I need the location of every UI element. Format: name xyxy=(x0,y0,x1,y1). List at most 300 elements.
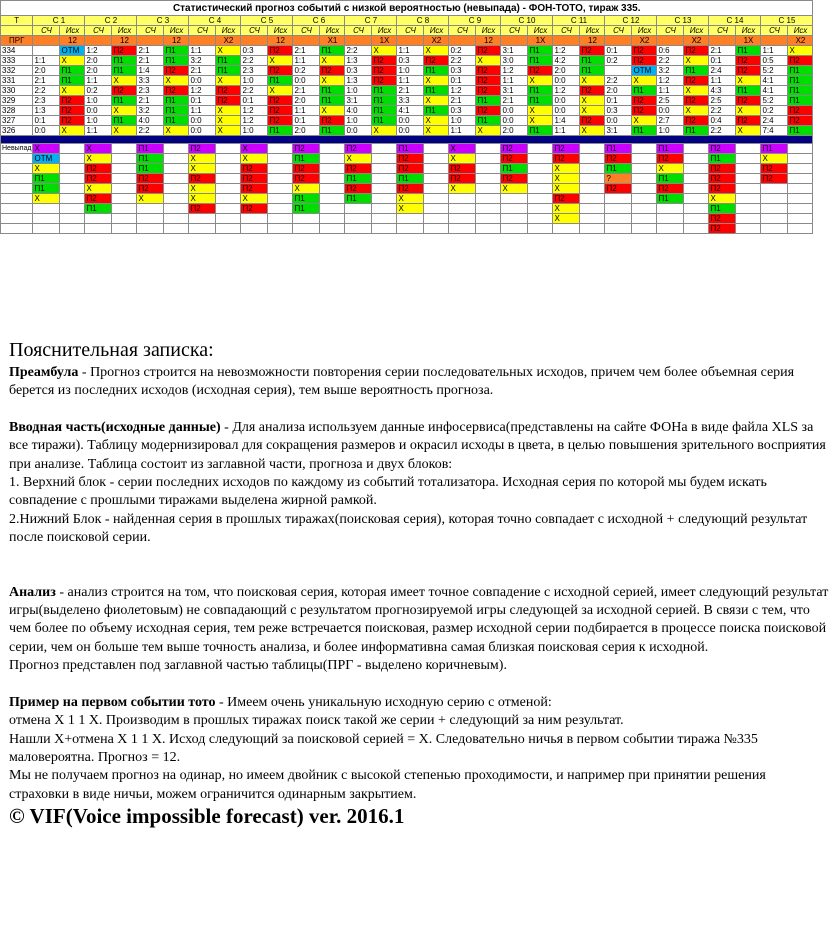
search-outcome-cell: Х xyxy=(137,194,164,204)
prognosis-blank xyxy=(501,36,528,46)
score-cell: 4:1 xyxy=(397,106,424,116)
search-outcome-cell: П1 xyxy=(397,174,424,184)
score-cell: 1:1 xyxy=(293,56,320,66)
row-label-blank xyxy=(1,224,33,234)
prognosis-value: 12 xyxy=(60,36,85,46)
search-outcome-cell: Х xyxy=(553,184,580,194)
search-blank-cell xyxy=(736,144,761,154)
search-outcome-cell xyxy=(293,214,320,224)
score-cell: 4:1 xyxy=(761,76,788,86)
preamble-text: - Прогноз строится на невозможности повторения серии последовательных исходов, причем чем более объемная серия берется из последних исходов (исходная серия), тем выше вероятность прогноза. xyxy=(9,365,795,399)
search-outcome-cell: П1 xyxy=(345,194,372,204)
search-outcome-cell: Х xyxy=(189,164,216,174)
prognosis-value: 12 xyxy=(112,36,137,46)
search-blank-cell xyxy=(580,194,605,204)
event-header: С 14 xyxy=(709,16,761,26)
search-blank-cell xyxy=(788,174,813,184)
search-blank-cell xyxy=(216,194,241,204)
outcome-cell: П2 xyxy=(580,116,605,126)
search-outcome-cell: Х xyxy=(33,164,60,174)
outcome-cell: П1 xyxy=(164,96,189,106)
search-outcome-cell xyxy=(293,224,320,234)
search-blank-cell xyxy=(268,214,293,224)
score-column-header: СЧ xyxy=(553,26,580,36)
score-cell: 2:4 xyxy=(709,66,736,76)
event-header: С 10 xyxy=(501,16,553,26)
search-outcome-cell xyxy=(189,224,216,234)
outcome-cell: П1 xyxy=(372,106,397,116)
search-outcome-cell: Х xyxy=(241,154,268,164)
search-blank-cell xyxy=(216,184,241,194)
search-blank-cell xyxy=(528,194,553,204)
search-blank-cell xyxy=(112,144,137,154)
sheet-title: Статистический прогноз событий с низкой вероятностью (невыпада) - ФОН-ТОТО, тираж 335. xyxy=(1,1,813,16)
outcome-column-header: Исх xyxy=(632,26,657,36)
search-outcome-cell: Х xyxy=(553,174,580,184)
intro-label: Вводная часть(исходные данные) xyxy=(9,419,221,435)
score-cell: 5:2 xyxy=(761,66,788,76)
outcome-column-header: Исх xyxy=(736,26,761,36)
outcome-column-header: Исх xyxy=(788,26,813,36)
score-cell: 4:0 xyxy=(137,116,164,126)
outcome-cell: П1 xyxy=(320,46,345,56)
row-label-blank xyxy=(1,214,33,224)
outcome-cell: П2 xyxy=(424,56,449,66)
search-blank-cell xyxy=(528,144,553,154)
prognosis-value: 1Х xyxy=(528,36,553,46)
score-cell: 0:0 xyxy=(501,116,528,126)
search-outcome-cell: П2 xyxy=(709,184,736,194)
search-outcome-cell: П2 xyxy=(553,194,580,204)
search-outcome-cell: П2 xyxy=(397,164,424,174)
outcome-cell: П1 xyxy=(788,96,813,106)
search-outcome-cell: П2 xyxy=(241,204,268,214)
search-blank-cell xyxy=(112,214,137,224)
outcome-cell: П1 xyxy=(424,106,449,116)
outcome-cell: П2 xyxy=(788,56,813,66)
event-header: С 3 xyxy=(137,16,189,26)
search-blank-cell xyxy=(60,194,85,204)
score-cell: 5:2 xyxy=(761,96,788,106)
search-blank-cell xyxy=(476,224,501,234)
search-series-row xyxy=(1,214,813,224)
search-blank-cell xyxy=(372,184,397,194)
search-outcome-cell xyxy=(501,204,528,214)
search-outcome-cell: П2 xyxy=(709,174,736,184)
search-blank-cell xyxy=(372,214,397,224)
search-blank-cell xyxy=(424,174,449,184)
search-blank-cell xyxy=(684,194,709,204)
search-blank-cell xyxy=(320,154,345,164)
search-blank-cell xyxy=(528,174,553,184)
search-blank-cell xyxy=(216,154,241,164)
outcome-cell: П2 xyxy=(268,116,293,126)
search-blank-cell xyxy=(736,204,761,214)
forecast-spreadsheet xyxy=(0,0,813,234)
search-blank-cell xyxy=(424,144,449,154)
search-blank-cell xyxy=(424,184,449,194)
score-cell: 2:2 xyxy=(657,56,684,66)
score-cell: 1:1 xyxy=(449,126,476,136)
search-outcome-cell: П2 xyxy=(345,164,372,174)
prognosis-value: 12 xyxy=(580,36,605,46)
search-outcome-cell xyxy=(657,214,684,224)
search-blank-cell xyxy=(684,224,709,234)
search-blank-cell xyxy=(320,174,345,184)
search-outcome-cell: Х xyxy=(189,194,216,204)
search-blank-cell xyxy=(424,224,449,234)
prognosis-value: Х2 xyxy=(632,36,657,46)
note-conclusion: Мы не получаем прогноз на одинар, но имеем двойник с высокой степенью проходимости, и например при принятии решения страховки в виде ничьи, можем ограничится одинарным закрытием. xyxy=(9,768,766,802)
score-column-header: СЧ xyxy=(241,26,268,36)
row-label-blank xyxy=(1,164,33,174)
search-series-row xyxy=(1,194,813,204)
event-header: С 13 xyxy=(657,16,709,26)
search-outcome-cell: П2 xyxy=(241,184,268,194)
search-blank-cell xyxy=(60,184,85,194)
prognosis-value: 1Х xyxy=(736,36,761,46)
search-series-row xyxy=(1,154,813,164)
forecast-table xyxy=(0,0,813,234)
search-blank-cell xyxy=(580,174,605,184)
score-cell: 1:2 xyxy=(241,116,268,126)
score-cell: 1:0 xyxy=(449,116,476,126)
search-blank-cell xyxy=(476,194,501,204)
outcome-cell: П1 xyxy=(112,116,137,126)
score-column-header: СЧ xyxy=(137,26,164,36)
search-outcome-cell: П2 xyxy=(293,144,320,154)
search-outcome-cell xyxy=(33,214,60,224)
outcome-column-header: Исх xyxy=(424,26,449,36)
search-blank-cell xyxy=(320,144,345,154)
search-blank-cell xyxy=(736,154,761,164)
outcome-cell: П2 xyxy=(268,106,293,116)
score-cell: 0:0 xyxy=(501,106,528,116)
search-outcome-cell: П2 xyxy=(345,184,372,194)
outcome-cell: П1 xyxy=(632,126,657,136)
outcome-cell: П1 xyxy=(788,126,813,136)
search-blank-cell xyxy=(372,144,397,154)
search-outcome-cell xyxy=(33,204,60,214)
draw-number: 330 xyxy=(1,86,33,96)
search-outcome-cell xyxy=(761,204,788,214)
outcome-cell: П1 xyxy=(736,86,761,96)
outcome-cell: Х xyxy=(424,126,449,136)
search-blank-cell xyxy=(424,194,449,204)
outcome-cell: Х xyxy=(112,126,137,136)
score-cell: 1:1 xyxy=(85,126,112,136)
search-outcome-cell: П2 xyxy=(501,144,528,154)
outcome-cell: Х xyxy=(60,56,85,66)
score-cell: 2:4 xyxy=(761,116,788,126)
search-outcome-cell: П1 xyxy=(345,174,372,184)
search-blank-cell xyxy=(164,164,189,174)
search-blank-cell xyxy=(632,204,657,214)
score-cell: 1:1 xyxy=(553,126,580,136)
score-column-header: СЧ xyxy=(657,26,684,36)
outcome-cell: Х xyxy=(580,76,605,86)
search-outcome-cell xyxy=(449,194,476,204)
note-example-search: отмена Х 1 1 Х. Производим в прошлых тиражах поиск такой же серии + следующий за ним результат. xyxy=(9,713,624,729)
outcome-cell: П2 xyxy=(164,66,189,76)
score-cell: 0:2 xyxy=(605,56,632,66)
search-outcome-cell: П1 xyxy=(709,154,736,164)
nevypad-label: Невыпад xyxy=(2,145,32,152)
score-cell: 0:2 xyxy=(761,106,788,116)
score-cell: 1:4 xyxy=(553,116,580,126)
row-label-blank xyxy=(1,174,33,184)
search-outcome-cell: П2 xyxy=(345,144,372,154)
search-blank-cell xyxy=(528,154,553,164)
outcome-cell: Х xyxy=(112,76,137,86)
search-blank-cell xyxy=(216,164,241,174)
search-blank-cell xyxy=(112,154,137,164)
outcome-cell: Х xyxy=(112,106,137,116)
search-outcome-cell xyxy=(189,214,216,224)
outcome-cell: П2 xyxy=(60,116,85,126)
search-blank-cell xyxy=(632,214,657,224)
prognosis-blank xyxy=(33,36,60,46)
outcome-cell: П2 xyxy=(476,106,501,116)
search-blank-cell xyxy=(632,174,657,184)
search-outcome-cell: П2 xyxy=(85,164,112,174)
search-series-row xyxy=(1,204,813,214)
search-outcome-cell: П1 xyxy=(293,154,320,164)
note-preamble xyxy=(9,364,829,401)
search-outcome-cell: П2 xyxy=(293,174,320,184)
search-blank-cell xyxy=(788,184,813,194)
search-blank-cell xyxy=(476,174,501,184)
prognosis-blank xyxy=(397,36,424,46)
score-cell: 0:0 xyxy=(189,126,216,136)
search-outcome-cell: Х xyxy=(189,154,216,164)
outcome-cell: П1 xyxy=(424,86,449,96)
search-outcome-cell xyxy=(137,214,164,224)
search-outcome-cell: Х xyxy=(449,154,476,164)
prognosis-blank xyxy=(657,36,684,46)
prognosis-label: ПРГ xyxy=(1,36,33,46)
search-outcome-cell: П1 xyxy=(761,144,788,154)
preamble-label: Преамбула xyxy=(9,365,79,380)
score-cell: 3:2 xyxy=(137,106,164,116)
search-blank-cell xyxy=(632,224,657,234)
search-outcome-cell xyxy=(137,204,164,214)
search-blank-cell xyxy=(632,164,657,174)
search-blank-cell xyxy=(268,174,293,184)
search-outcome-cell xyxy=(605,214,632,224)
search-outcome-cell xyxy=(241,224,268,234)
outcome-cell: П1 xyxy=(320,96,345,106)
search-blank-cell xyxy=(580,204,605,214)
outcome-cell: П2 xyxy=(216,96,241,106)
search-blank-cell xyxy=(476,144,501,154)
note-intro xyxy=(9,419,829,474)
outcome-cell: П2 xyxy=(268,96,293,106)
score-cell: 2:3 xyxy=(241,66,268,76)
score-cell: 1:1 xyxy=(761,46,788,56)
score-cell: 1:1 xyxy=(33,56,60,66)
prognosis-blank xyxy=(85,36,112,46)
search-outcome-cell: П1 xyxy=(85,204,112,214)
search-outcome-cell: П2 xyxy=(85,194,112,204)
search-outcome-cell: П2 xyxy=(761,164,788,174)
score-cell: 0:3 xyxy=(241,46,268,56)
score-cell xyxy=(33,46,60,56)
search-outcome-cell: П2 xyxy=(657,184,684,194)
outcome-cell: П1 xyxy=(216,66,241,76)
search-outcome-cell: П2 xyxy=(137,174,164,184)
score-cell: 3:2 xyxy=(657,66,684,76)
score-cell: 0:2 xyxy=(293,66,320,76)
score-cell: 2:0 xyxy=(553,66,580,76)
outcome-cell: П2 xyxy=(320,116,345,126)
score-cell: 2:3 xyxy=(137,86,164,96)
event-header: С 8 xyxy=(397,16,449,26)
prognosis-value: 1Х xyxy=(372,36,397,46)
draw-number: 331 xyxy=(1,76,33,86)
event-header: С 15 xyxy=(761,16,813,26)
outcome-cell: Х xyxy=(528,76,553,86)
score-cell: 4:0 xyxy=(345,106,372,116)
outcome-cell: П1 xyxy=(164,116,189,126)
outcome-cell: П1 xyxy=(580,66,605,76)
search-outcome-cell: Х xyxy=(553,204,580,214)
draw-row xyxy=(1,66,813,76)
search-blank-cell xyxy=(60,224,85,234)
outcome-cell: П2 xyxy=(372,56,397,66)
outcome-cell: П2 xyxy=(216,86,241,96)
score-cell: 7:4 xyxy=(761,126,788,136)
outcome-cell: П1 xyxy=(528,46,553,56)
score-cell: 0:0 xyxy=(33,126,60,136)
score-cell: 2:2 xyxy=(33,86,60,96)
search-blank-cell xyxy=(632,184,657,194)
outcome-cell: Х xyxy=(268,86,293,96)
outcome-cell: П2 xyxy=(736,56,761,66)
note-example xyxy=(9,694,829,712)
score-cell: 1:0 xyxy=(657,126,684,136)
search-blank-cell xyxy=(788,164,813,174)
search-outcome-cell: П2 xyxy=(189,144,216,154)
score-cell: 0:0 xyxy=(657,106,684,116)
prognosis-value: 12 xyxy=(164,36,189,46)
score-column-header: СЧ xyxy=(85,26,112,36)
prognosis-value: 12 xyxy=(476,36,501,46)
score-cell: 2:0 xyxy=(33,66,60,76)
search-blank-cell xyxy=(580,154,605,164)
search-series-row xyxy=(1,144,813,154)
outcome-cell: П2 xyxy=(684,96,709,106)
search-outcome-cell xyxy=(761,184,788,194)
search-outcome-cell xyxy=(345,204,372,214)
outcome-cell: П1 xyxy=(320,86,345,96)
search-blank-cell xyxy=(684,164,709,174)
search-blank-cell xyxy=(268,164,293,174)
outcome-cell: Х xyxy=(736,106,761,116)
prognosis-value: Х2 xyxy=(788,36,813,46)
search-outcome-cell: П2 xyxy=(501,154,528,164)
search-blank-cell xyxy=(60,204,85,214)
outcome-cell: Х xyxy=(60,126,85,136)
search-outcome-cell: П2 xyxy=(85,174,112,184)
draw-number: 329 xyxy=(1,96,33,106)
score-cell: 0:3 xyxy=(397,56,424,66)
score-cell: 0:0 xyxy=(397,126,424,136)
outcome-cell: П2 xyxy=(476,46,501,56)
search-blank-cell xyxy=(424,164,449,174)
outcome-cell: П1 xyxy=(164,56,189,66)
outcome-cell: Х xyxy=(216,46,241,56)
outcome-cell: П1 xyxy=(632,86,657,96)
score-cell: 0:1 xyxy=(605,96,632,106)
search-outcome-cell: Х xyxy=(85,144,112,154)
search-blank-cell xyxy=(164,184,189,194)
score-cell: 3:1 xyxy=(345,96,372,106)
search-outcome-cell: Х xyxy=(501,184,528,194)
corner-label: Т xyxy=(1,16,33,26)
score-cell: 2:0 xyxy=(85,66,112,76)
search-outcome-cell: П1 xyxy=(657,174,684,184)
score-cell: 0:3 xyxy=(605,106,632,116)
score-cell: 1:1 xyxy=(189,46,216,56)
score-cell: 0:2 xyxy=(449,46,476,56)
search-blank-cell xyxy=(164,214,189,224)
search-blank-cell xyxy=(684,214,709,224)
search-blank-cell xyxy=(528,184,553,194)
search-blank-cell xyxy=(580,164,605,174)
score-cell: 1:0 xyxy=(85,116,112,126)
search-blank-cell xyxy=(216,144,241,154)
search-outcome-cell: П2 xyxy=(137,184,164,194)
score-cell: 2:1 xyxy=(137,46,164,56)
score-cell: 2:5 xyxy=(709,96,736,106)
search-series-row xyxy=(1,164,813,174)
outcome-cell: П1 xyxy=(788,76,813,86)
search-outcome-cell: Х xyxy=(553,214,580,224)
note-prognosis: Прогноз представлен под заглавной частью таблицы(ПРГ - выделено коричневым). xyxy=(9,658,507,674)
search-blank-cell xyxy=(320,184,345,194)
score-column-header: СЧ xyxy=(709,26,736,36)
score-cell: 1:2 xyxy=(501,66,528,76)
search-outcome-cell: П2 xyxy=(605,184,632,194)
outcome-cell: П1 xyxy=(112,96,137,106)
prognosis-value: 12 xyxy=(268,36,293,46)
search-blank-cell xyxy=(476,214,501,224)
outcome-cell: П2 xyxy=(60,106,85,116)
outcome-cell: Х xyxy=(528,116,553,126)
score-column-header: СЧ xyxy=(501,26,528,36)
event-header: С 1 xyxy=(33,16,85,26)
search-blank-cell xyxy=(632,194,657,204)
score-cell: 2:1 xyxy=(137,96,164,106)
outcome-cell: П2 xyxy=(788,116,813,126)
search-outcome-cell xyxy=(345,214,372,224)
search-outcome-cell xyxy=(501,224,528,234)
score-cell: 1:3 xyxy=(345,56,372,66)
event-header: С 12 xyxy=(605,16,657,26)
score-cell: 1:0 xyxy=(397,66,424,76)
score-cell: 1:1 xyxy=(397,46,424,56)
search-outcome-cell: П1 xyxy=(657,144,684,154)
search-blank-cell xyxy=(372,204,397,214)
search-blank-cell xyxy=(476,154,501,164)
outcome-cell: П1 xyxy=(788,66,813,76)
score-cell: 4:1 xyxy=(761,86,788,96)
search-blank-cell xyxy=(320,194,345,204)
search-blank-cell xyxy=(580,184,605,194)
outcome-cell: П2 xyxy=(528,66,553,76)
search-blank-cell xyxy=(684,144,709,154)
